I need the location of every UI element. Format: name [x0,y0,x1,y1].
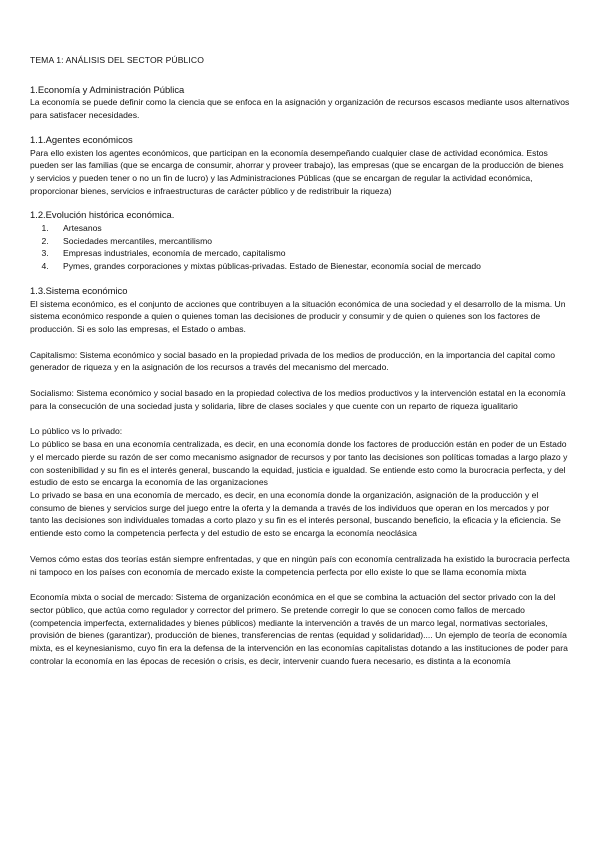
section-sistema-economico [30,285,570,413]
section-heading: 1.2.Evolución histórica económica. [30,209,175,221]
section-heading: 1.3.Sistema económico [30,284,128,296]
section-paragraph: La economía se puede definir como la ciencia que se enfoca en la asignación y organización de recursos escasos mediante usos alternativos para satisfacer necesidades. [30,97,570,121]
section-heading: 1.1.Agentes económicos [30,133,133,145]
section-publico-privado [30,425,570,539]
publico-privado-heading: Lo público vs lo privado: [30,426,123,437]
socialismo-paragraph: Socialismo: Sistema económico y social basado en la propiedad colectiva de los medios productivos y la intervención estatal en la economía para la consecución de una sociedad justa y solidaria, libre de clases sociales y que cuente con un reparto de riqueza igualitario [30,388,566,411]
section-agentes-economicos [30,134,570,198]
capitalismo-paragraph: Capitalismo: Sistema económico y social basado en la propiedad privada de los medios de producción, en la importancia del capital como generador de riqueza y en la asignación de los recursos a través del mecanismo del mercado. [30,349,555,373]
privado-paragraph: Lo privado se basa en una economía de mercado, es decir, en una economía donde la organización, asignación de la producción y el consumo de bienes y servicios surge del juego entre la oferta y la demanda a través de los individuos que operan en los mercados y por tanto las decisiones son individuales tomadas a corto plazo y su fin es el interés personal, buscando beneficio, la eficacia y la eficiencia. Se entiende esto como la competencia perfecta y del estudio de esto se encarga la economía neoclásica [30,489,561,539]
section-paragraph: Para ello existen los agentes económicos, que participan en la economía desempeñando cualquier clase de actividad económica. Estos pueden ser las familias (que se encarga de consumir, ahorrar y proveer trabajo), las empresas (que se encargan de la producción de bienes y servicios y pueden tener o no un fin de lucro) y las Administraciones Públicas (que se encargan de regular la actividad económica, proporcionar bienes, servicios e infraestructuras de carácter público y de redistribuir la riqueza) [30,147,564,196]
document-page [30,54,570,667]
publico-paragraph: Lo público se basa en una economía centralizada, es decir, en una economía donde los factores de producción están en poder de un Estado y el mercado pierde su razón de ser como mecanismo asignador de recursos y por tanto las decisiones son políticas tomadas a largo plazo y con sostenibilidad y su fin es el interés general, buscando la equidad, justicia e igualdad. Se entiende esto como la burocracia perfecta, y del estudio de esto se encarga la economía de las organizaciones [30,439,568,488]
section-heading: 1.Economía y Administración Pública [30,83,185,95]
page-title: TEMA 1: ANÁLISIS DEL SECTOR PÚBLICO [30,55,204,65]
list-item: 4. Pymes, grandes corporaciones y mixtas públicas-privadas. Estado de Bienestar, economía social de mercado [51,260,570,273]
economia-mixta-paragraph: Economía mixta o social de mercado: Sistema de organización económica en el que se combina la actuación del sector privado con la del sector público, que actúa como regulador y corrector del primero. Se pretende corregir lo que se conocen como fallos de mercado (competencia imperfecta, externalidades y bienes públicos) mediante la intervención a través de un marco legal, normativas sectoriales, provisión de bienes (garantizar), producción de bienes, transferencias de rentas (equidad y solidaridad).... Un ejemplo de teoría de economía mixta, es el keynesianismo, cuyo fin era la defensa de la intervención en las economías capitalistas dotando a las instituciones de poder para controlar la economía en las épocas de recesión o crisis, es decir, intervenir cuando fuera necesario, es distinta a la economía [30,592,568,666]
list-item: 2. Sociedades mercantiles, mercantilismo [51,235,570,248]
section-economia-administracion [30,84,570,122]
list-item: 1. Artesanos [51,222,570,235]
enfrentadas-paragraph: Vemos cómo estas dos teorías están siempre enfrentadas, y que en ningún país con economía centralizada ha existido la burocracia perfecta ni tampoco en los países con economía de mercado existe la competencia perfecta por ello existe lo que se llama economía mixta [30,553,570,577]
section-paragraph: El sistema económico, es el conjunto de acciones que contribuyen a la situación económica de una sociedad y el desarrollo de la misma. Un sistema económico responde a quien o quienes toman las decisiones de producir y consumir y de quien o quienes son los factores de producción. Si es solo las empresas, el Estado o ambas. [30,298,566,334]
section-evolucion-historica [30,209,570,273]
list-item: 3. Empresas industriales, economía de mercado, capitalismo [51,247,570,260]
evolution-list [30,222,570,273]
